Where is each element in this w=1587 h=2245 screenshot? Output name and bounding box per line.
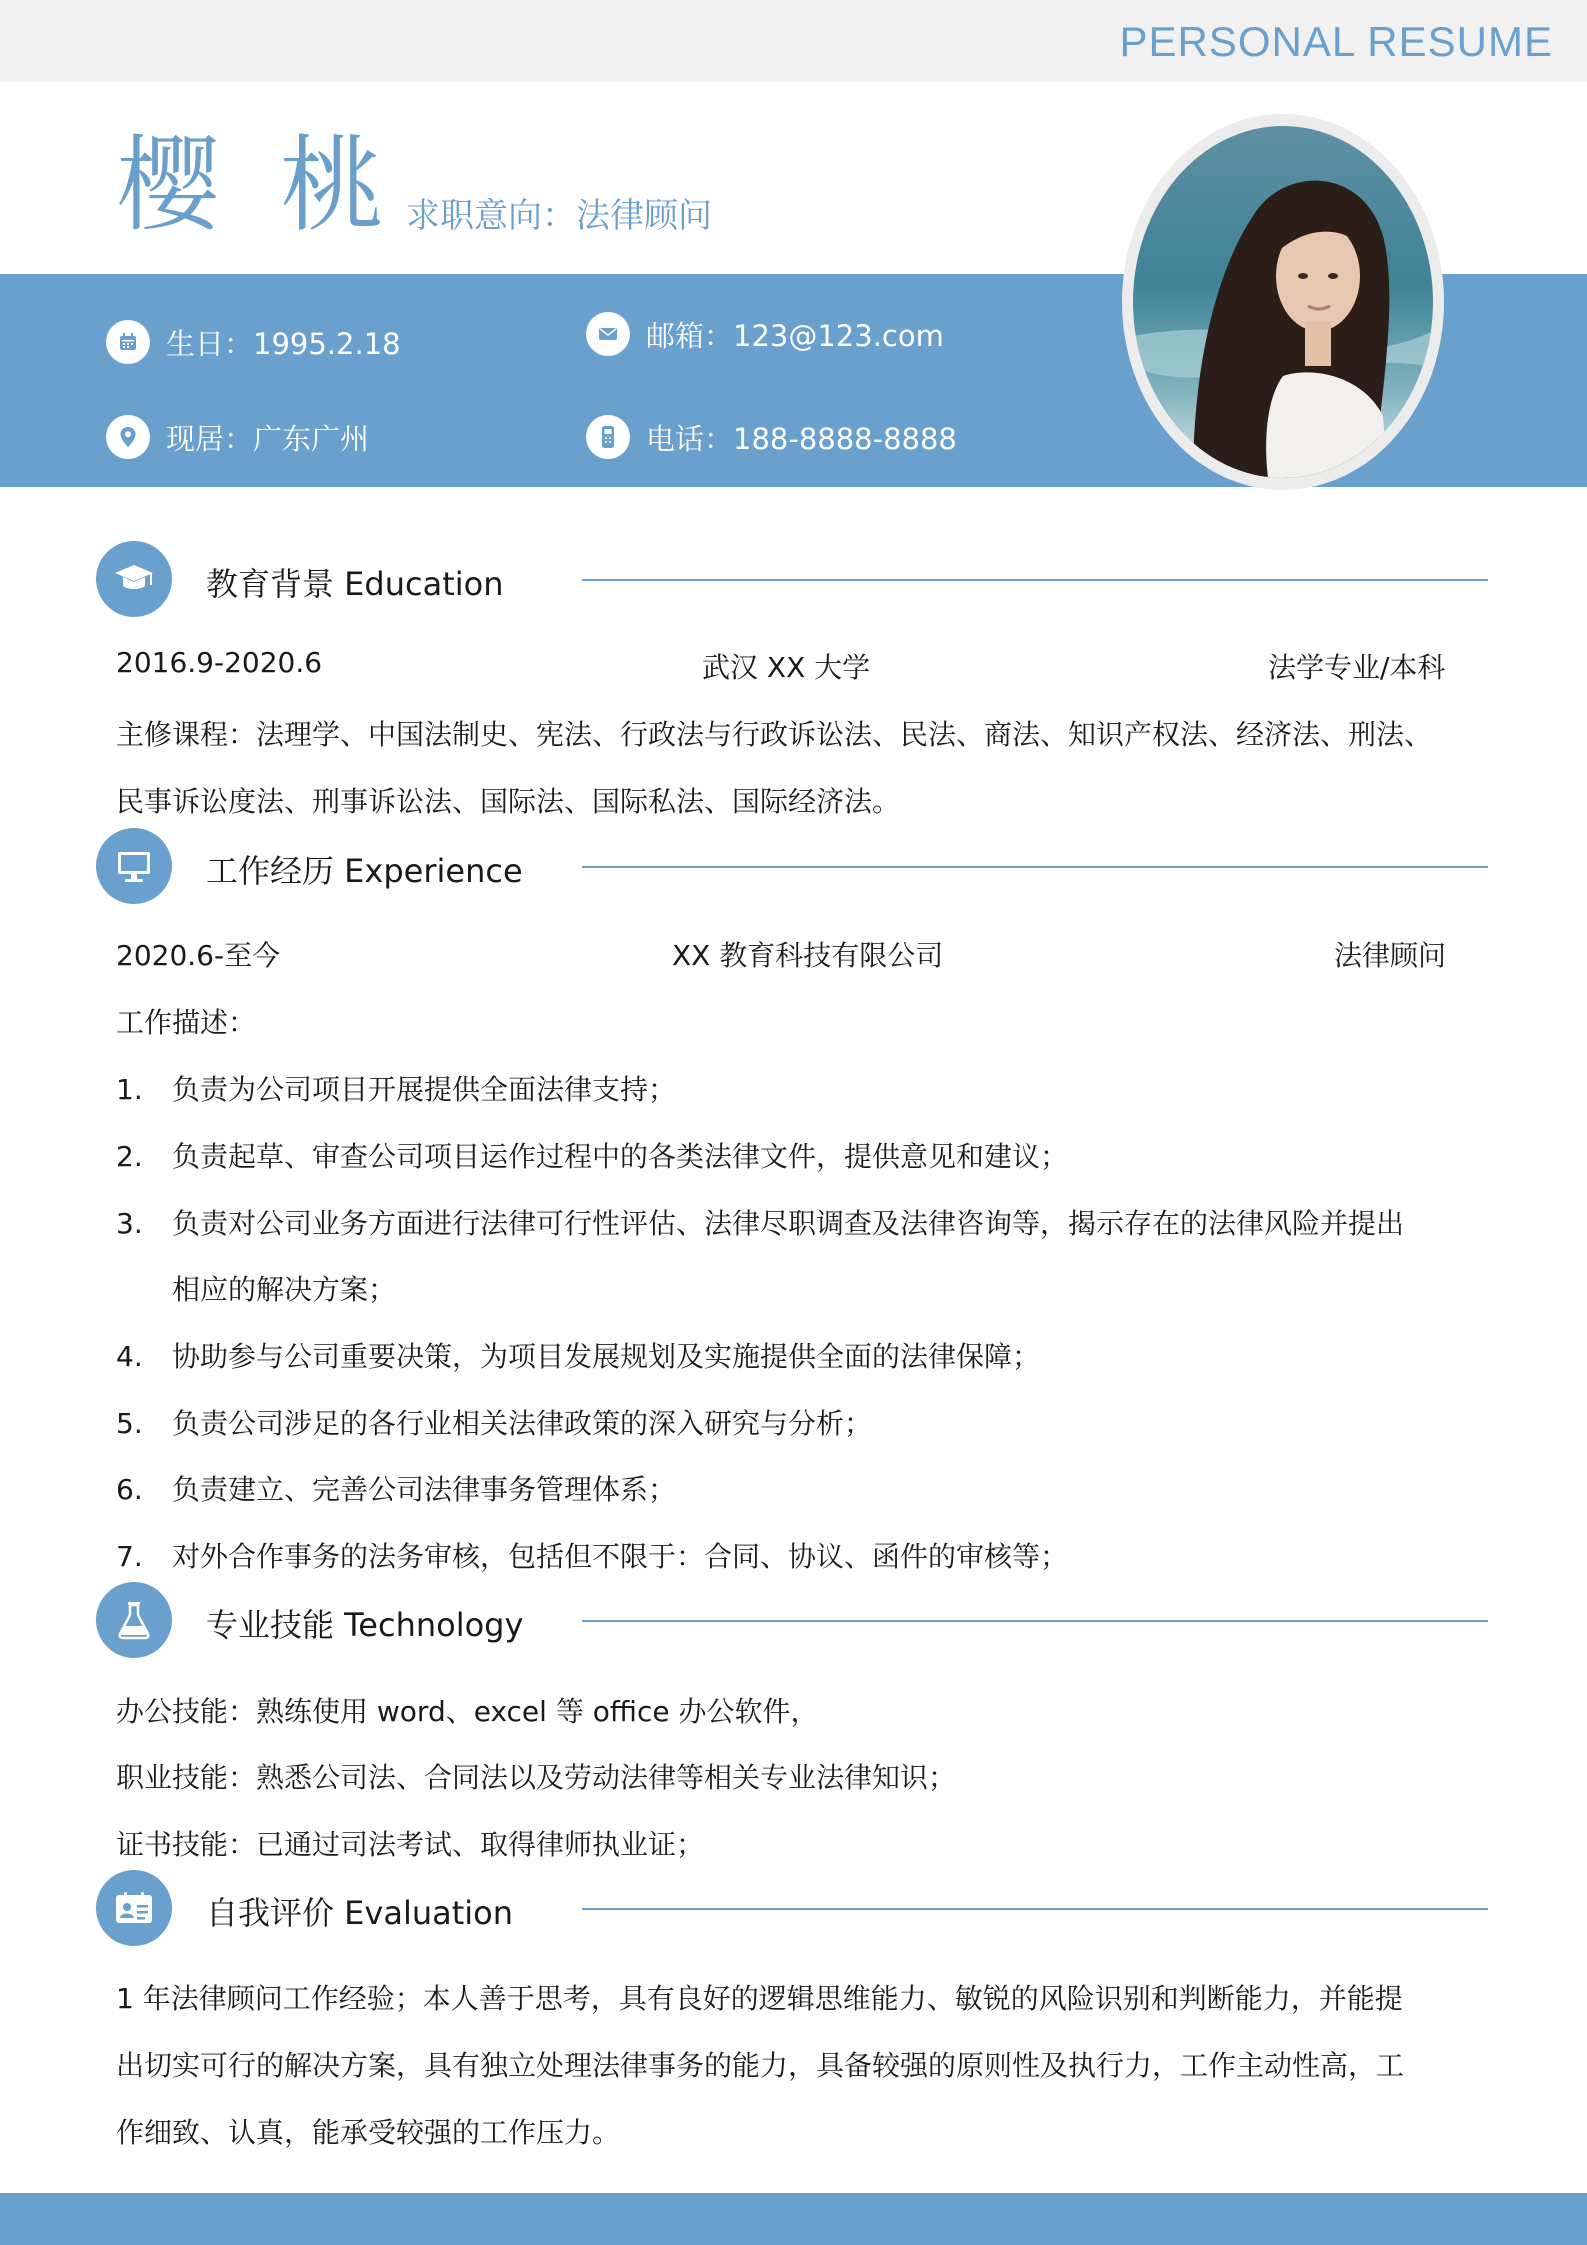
duty-item: 5. 负责公司涉足的各行业相关法律政策的深入研究与分析； xyxy=(116,1407,873,1440)
location-pin-icon xyxy=(106,415,150,459)
duty-item-continuation: 相应的解决方案； xyxy=(172,1273,397,1306)
duty-item: 4. 协助参与公司重要决策，为项目发展规划及实施提供全面的法律保障； xyxy=(116,1340,1041,1373)
evaluation-line: 作细致、认真，能承受较强的工作压力。 xyxy=(116,2116,621,2149)
section-divider xyxy=(582,1908,1488,1910)
birthday-text: 生日：1995.2.18 xyxy=(166,326,401,361)
professional-skill: 职业技能：熟悉公司法、合同法以及劳动法律等相关专业法律知识； xyxy=(116,1761,957,1794)
certificate-skill: 证书技能：已通过司法考试、取得律师执业证； xyxy=(116,1828,705,1861)
education-major: 法学专业/本科 xyxy=(1268,651,1446,684)
section-title-evaluation: 自我评价 Evaluation xyxy=(206,1894,514,1932)
duty-item: 1. 负责为公司项目开展提供全面法律支持； xyxy=(116,1073,677,1106)
location-info xyxy=(106,415,369,459)
graduation-cap-icon xyxy=(96,541,172,617)
duty-item: 6. 负责建立、完善公司法律事务管理体系； xyxy=(116,1473,677,1506)
education-period: 2016.9-2020.6 xyxy=(116,646,323,679)
calendar-icon xyxy=(106,320,150,364)
evaluation-line: 出切实可行的解决方案，具有独立处理法律事务的能力，具备较强的原则性及执行力，工作主动性高，工 xyxy=(116,2049,1405,2082)
section-divider xyxy=(582,1620,1488,1622)
flask-icon xyxy=(96,1582,172,1658)
section-divider xyxy=(582,579,1488,581)
duty-item: 2. 负责起草、审查公司项目运作过程中的各类法律文件，提供意见和建议； xyxy=(116,1140,1069,1173)
phone-icon xyxy=(586,415,630,459)
candidate-name: 樱桃 xyxy=(116,124,445,246)
email-info xyxy=(586,312,944,356)
education-school: 武汉 XX 大学 xyxy=(702,651,871,684)
phone-info xyxy=(586,415,957,459)
office-skill: 办公技能：熟练使用 word、excel 等 office 办公软件， xyxy=(116,1695,819,1728)
job-intent: 求职意向：法律顾问 xyxy=(406,196,712,236)
location-text: 现居：广东广州 xyxy=(166,421,370,456)
evaluation-header xyxy=(96,1870,1488,1946)
section-title-experience: 工作经历 Experience xyxy=(206,852,523,890)
email-text: 邮箱：123@123.com xyxy=(646,318,944,353)
duty-item: 7. 对外合作事务的法务审核，包括但不限于：合同、协议、函件的审核等； xyxy=(116,1540,1069,1573)
profile-photo xyxy=(1133,126,1433,478)
mail-icon xyxy=(586,312,630,356)
resume-heading: PERSONAL RESUME xyxy=(1119,18,1553,65)
experience-period: 2020.6-至今 xyxy=(116,939,281,972)
top-banner xyxy=(0,0,1587,82)
section-title-skills: 专业技能 Technology xyxy=(206,1606,524,1644)
job-description-label: 工作描述： xyxy=(116,1006,257,1039)
footer-bar xyxy=(0,2193,1587,2245)
monitor-icon xyxy=(96,828,172,904)
courses-line: 民事诉讼度法、刑事诉讼法、国际法、国际私法、国际经济法。 xyxy=(116,785,901,818)
skills-header xyxy=(96,1582,1488,1658)
birthday-info xyxy=(106,320,401,364)
duty-item: 3. 负责对公司业务方面进行法律可行性评估、法律尽职调查及法律咨询等，揭示存在的法律风险并提出 xyxy=(116,1207,1405,1240)
education-header xyxy=(96,541,1488,617)
experience-header xyxy=(96,828,1488,904)
experience-company: XX 教育科技有限公司 xyxy=(672,939,944,972)
section-divider xyxy=(582,866,1488,868)
section-title-education: 教育背景 Education xyxy=(206,565,504,603)
phone-text: 电话：188-8888-8888 xyxy=(646,421,957,456)
id-card-icon xyxy=(96,1870,172,1946)
courses-line: 主修课程：法理学、中国法制史、宪法、行政法与行政诉讼法、民法、商法、知识产权法、经济法、刑法、 xyxy=(116,718,1433,751)
evaluation-line: 1 年法律顾问工作经验；本人善于思考，具有良好的逻辑思维能力、敏锐的风险识别和判断能力，并能提 xyxy=(116,1982,1403,2015)
experience-position: 法律顾问 xyxy=(1334,939,1447,972)
